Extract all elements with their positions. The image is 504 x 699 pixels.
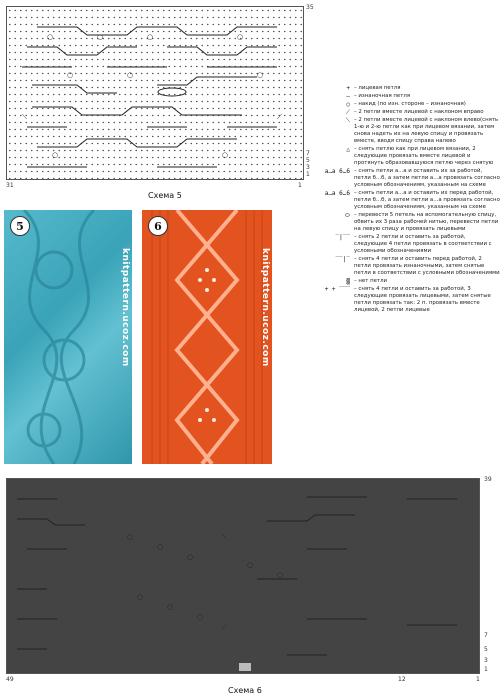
legend-symbol: –: [346, 93, 350, 100]
chart6-col-mid: 12: [398, 676, 406, 683]
legend-symbol: ○: [346, 101, 350, 108]
legend-item: [288, 168, 500, 189]
svg-text:○: ○: [127, 71, 134, 79]
chart5-grid: [6, 6, 304, 180]
legend-symbol: +: [346, 85, 350, 92]
legend-text: – снять петлю как при лицевом вязании, 2 следующие провязать вместе лицевой и протянуть образовавшуюся петлю через снятую: [354, 146, 494, 166]
chart6-row-5: 5: [484, 646, 488, 653]
svg-text:○: ○: [147, 33, 154, 41]
legend-item: [288, 117, 500, 145]
svg-text:○: ○: [127, 533, 134, 541]
svg-text:○: ○: [97, 33, 104, 41]
chart5-row-3: 3: [306, 164, 310, 171]
legend-item: [288, 109, 500, 116]
chart5-row-1: 1: [306, 171, 310, 178]
chart5-title: Схема 5: [148, 191, 182, 200]
legend-item: [288, 146, 500, 167]
legend-text: – накид (по изн. стороне – изнаночная): [354, 101, 466, 107]
svg-text:○: ○: [257, 71, 264, 79]
svg-text:○: ○: [187, 553, 194, 561]
chart6-row-3: 3: [484, 657, 488, 664]
legend-symbol: ⬭: [344, 212, 350, 219]
svg-text:○: ○: [67, 71, 74, 79]
chart6-col-left: 49: [6, 676, 14, 683]
legend-symbol: a…a 6…6: [324, 168, 350, 175]
svg-text:○: ○: [137, 593, 144, 601]
legend-symbol: ‾|‾‾: [335, 234, 350, 241]
svg-text:○: ○: [157, 543, 164, 551]
legend-symbol: ⟍: [345, 117, 350, 124]
legend-item: [288, 101, 500, 108]
svg-text:⟍: ⟍: [222, 533, 227, 541]
chart5-col-left: 31: [6, 182, 14, 189]
svg-text:⟍: ⟍: [22, 113, 27, 121]
chart5-row-7: 7: [306, 150, 310, 157]
legend-symbol: ▒: [346, 278, 350, 285]
legend-symbol: + + ‾‾‾: [324, 286, 350, 293]
svg-text:○: ○: [237, 33, 244, 41]
chart6-row-1: 1: [484, 666, 488, 673]
chart5-motif: [7, 7, 305, 181]
legend-text: – перевести 5 петель на вспомогательную спицу, обвить их 3 раза рабочей нитью, перевести петли на левую спицу и провязать лицевыми: [354, 212, 499, 232]
chart6-grid: [6, 478, 480, 674]
legend-text: – 2 петли вместе лицевой с наклоном вправо: [354, 109, 484, 115]
svg-text:⟋: ⟋: [277, 113, 282, 121]
legend-text: – снять 4 петли и оставить перед работой, 2 петли провязать изнаночными, затем снятые петли в соответствии с условными обозначениями: [354, 256, 500, 276]
chart6-row-top: 39: [484, 476, 492, 483]
svg-text:○: ○: [52, 151, 59, 159]
photo-5-watermark: knitpattern.ucoz.com: [120, 248, 130, 367]
legend-symbol: ⟋: [345, 109, 350, 116]
legend-text: – 2 петли вместе лицевой с наклоном влево(снять 1-ю и 2-ю петли как при лицевом вязании, затем снова надеть их на левую спицу и провязать вместе, вводя спицу справа налево: [354, 117, 499, 144]
legend-item: [288, 212, 500, 233]
chart5-row-top: 35: [306, 4, 314, 11]
legend-text: – лицевая петля: [354, 85, 401, 91]
legend-text: – снять петли а...а и оставить их перед работой, петли б...б, а затем петли а...а провязать согласно условным обозначениям, указанным на схеме: [354, 190, 500, 210]
legend-item: [288, 278, 500, 285]
photo-5-badge: 5: [10, 216, 30, 236]
legend-item: [288, 286, 500, 314]
chart6-col-right: 1: [476, 676, 480, 683]
photo-5-texture: [4, 210, 132, 464]
chart6-motif: [7, 479, 481, 675]
chart6-row-7: 7: [484, 632, 488, 639]
legend-text: – снять 2 петли и оставить за работой, следующие 4 петли провязать в соответствии с условными обозначениями: [354, 234, 492, 254]
legend-item: [288, 85, 500, 92]
photo-6-texture: [142, 210, 272, 464]
svg-text:○: ○: [247, 561, 254, 569]
legend-item: [288, 93, 500, 100]
photo-6-badge: 6: [148, 216, 168, 236]
svg-text:○: ○: [167, 603, 174, 611]
legend-item: [288, 190, 500, 211]
chart5-row-5: 5: [306, 157, 310, 164]
legend-item: [288, 256, 500, 277]
svg-text:○: ○: [47, 33, 54, 41]
chart5-col-right: 1: [298, 182, 302, 189]
svg-text:○: ○: [222, 151, 229, 159]
svg-text:⟋: ⟋: [222, 623, 227, 631]
chart6-title: Схема 6: [228, 686, 262, 695]
photo-6: [142, 210, 272, 464]
legend-symbol: △: [346, 146, 350, 153]
photo-6-watermark: knitpattern.ucoz.com: [260, 248, 270, 367]
legend-text: – изнаночная петля: [354, 93, 411, 99]
photo-5: [4, 210, 132, 464]
svg-text:○: ○: [277, 571, 284, 579]
svg-text:○: ○: [197, 613, 204, 621]
legend-symbol: ‾‾|‾: [335, 256, 350, 263]
legend-item: [288, 234, 500, 255]
legend-text: – нет петли: [354, 278, 388, 284]
legend-text: – снять петли а...а и оставить их за работой, петли б...б, а затем петли а...а провязать согласно условным обозначениям, указанным на схеме: [354, 168, 500, 188]
legend-symbol: a…a 6…6: [324, 190, 350, 197]
legend-text: – снять 4 петли и оставить за работой, 3 следующие провязать лицевыми, затем снятые петли провязать так: 2 п. провязать вместе лицевой, 2 петли лицевые: [354, 286, 491, 313]
symbol-legend: [288, 85, 500, 315]
